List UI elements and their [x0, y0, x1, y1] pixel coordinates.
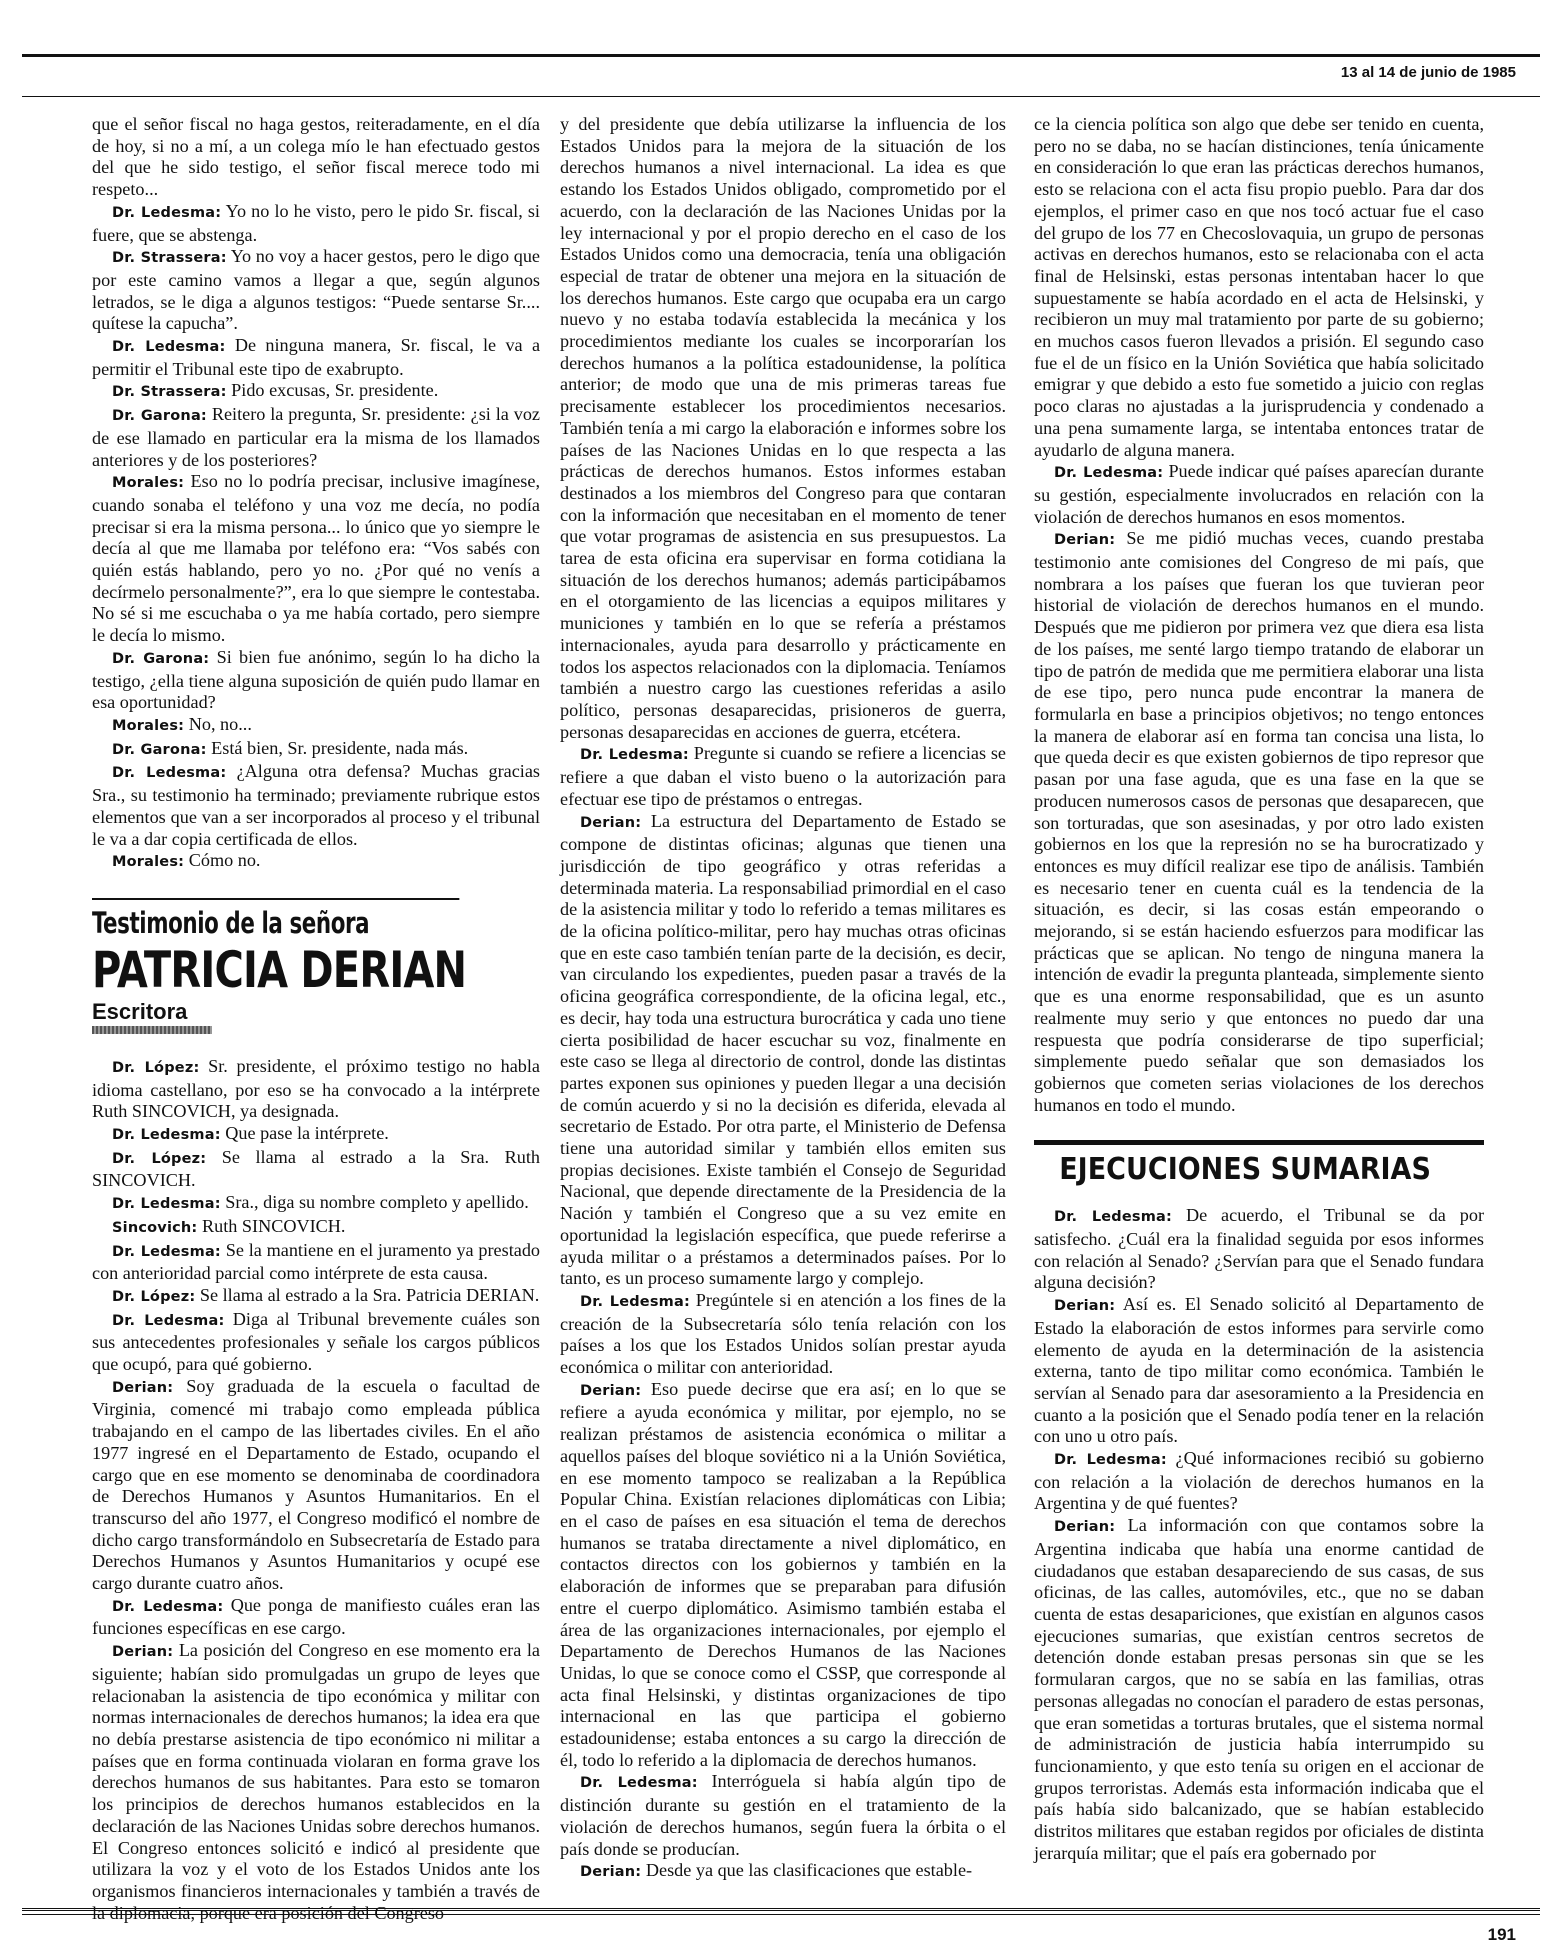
paragraph: Derian: Desde ya que las clasificaciones que estable- — [580, 1860, 973, 1881]
paragraph: Morales: Cómo no. — [112, 850, 261, 871]
paragraph: Derian: La estructura del Departamento de Estado se compone de distintas oficinas; algunas que tienen una jurisdicción de tipo geográfico y otras referidas a determinada materia. La responsabiliad primordial en el caso de la asistencia militar y todo lo referido a temas militares es de la oficina político-militar, pero hay muchas otras oficinas que en este caso también tenían parte de la decisión, es decir, van circulando los expedientes, pueden pasar a través de la oficina geográfica correspondiente, de la oficina legal, etc., es decir, hay toda una estructura burocrática y cada uno tiene cierta posibilidad de hacer escuchar su voz, finalmente en este caso se llega al directorio de control, donde las distintas partes exponen sus opiniones y pueden llegar a una decisión de común acuerdo y si no la decisión es diferida, elevada al secretario de Estado. Por otra parte, el Ministerio de Defensa tiene una autoridad similar y también ellos emiten sus propias decisiones. Existe también el Consejo de Seguridad Nacional, que depende directamente de la Presidencia de la Nación y también el Congreso que a su vez emite en oportunidad la legislación específica, que puede referirse a ayuda militar o a préstamos a determinados países. Por lo tanto, es un proceso sumamente largo y complejo. — [560, 810, 1006, 1289]
paragraph: Dr. Garona: Si bien fue anónimo, según lo ha dicho la testigo, ¿ella tiene alguna suposición de quién pudo llamar en esa oportunidad? — [92, 646, 540, 713]
speaker: Sincovich: — [112, 1219, 198, 1236]
speaker: Dr. López: — [112, 1150, 207, 1167]
speaker: Dr. Ledesma: — [112, 1312, 225, 1329]
paragraph: Dr. Strassera: Pido excusas, Sr. presidente. — [112, 380, 439, 401]
paragraph: Dr. Ledesma: Que pase la intérprete. — [112, 1123, 389, 1144]
paragraph: Sincovich: Ruth SINCOVICH. — [112, 1215, 346, 1236]
speaker: Morales: — [112, 854, 185, 871]
speaker: Dr. Ledesma: — [1054, 465, 1164, 482]
speaker: Dr. Ledesma: — [112, 339, 226, 356]
paragraph: Dr. Ledesma: Sra., diga su nombre completo y apellido. — [112, 1192, 529, 1213]
paragraph: Dr. López: Se llama al estrado a la Sra. Patricia DERIAN. — [112, 1284, 540, 1305]
top-rule — [22, 54, 1540, 57]
column-3 — [1034, 114, 1484, 1864]
paragraph: Dr. Ledesma: ¿Qué informaciones recibió su gobierno con relación a la violación de derechos humanos en la Argentina y de qué fuentes? — [1034, 1448, 1484, 1514]
bottom-rule — [22, 1908, 1540, 1911]
speaker: Morales: — [112, 717, 185, 734]
speaker: Dr. Ledesma: — [112, 204, 222, 221]
witness-occupation: Escritora — [92, 998, 188, 1024]
section-heading-box — [1034, 1140, 1484, 1187]
speaker: Dr. Strassera: — [112, 250, 227, 267]
paragraph: Dr. Garona: Está bien, Sr. presidente, nada más. — [112, 737, 469, 758]
heading-underline-bar — [92, 1026, 212, 1034]
paragraph: Derian: Se me pidió muchas veces, cuando prestaba testimonio ante comisiones del Congreso de mi país, que nombrara a los países que fueran los que tuvieran peor historial de violación de derechos humanos en el mundo. Después que me pidieron por primera vez que diera esa lista de los países, me senté largo tiempo tratando de elaborar un tipo de patrón de medida que me permitiera elaborar una lista de ese tipo, pero nunca pude encontrar la manera de formularla en base a principios objetivos; no tengo entonces la manera de elaborar así en forma tan concisa una lista, lo que queda decir es que existen gobiernos de tipo represor que pasan por una fase aguda, que es una fase en la que se producen numerosos casos de personas que desaparecen, que son torturadas, que son asesinadas, y por otro lado existen gobiernos en los que la represión no se ha burocratizado y entonces es muy difícil realizar ese tipo de análisis. También es necesario tener en cuenta cuál es la tendencia de la situación, es decir, si las cosas están empeorando o mejorando, si se están haciendo esfuerzos para modificar las prácticas que se aplican. No tengo de ninguna manera la intención de evadir la pregunta planteada, simplemente siento que es una enorme responsabilidad, que es un asunto realmente muy serio y que entonces no puedo dar una respuesta que podría considerarse de tipo superficial; simplemente puedo señalar que son demasiados los gobiernos que cometen serias violaciones de los derechos humanos en todo el mundo. — [1034, 528, 1484, 1115]
speaker: Derian: — [1054, 1298, 1116, 1315]
page-number: 191 — [1487, 1925, 1516, 1944]
paragraph: que el señor fiscal no haga gestos, reiteradamente, en el día de hoy, si no a mí, a un colega mío le han efectuado gestos del que he sido testigo, el señor fiscal merece todo mi respeto... — [92, 114, 540, 200]
paragraph: Dr. Garona: Reitero la pregunta, Sr. presidente: ¿si la voz de ese llamado en particular era la misma de los llamados anteriores y de los posteriores? — [92, 404, 540, 470]
paragraph: Derian: Soy graduada de la escuela o facultad de Virginia, comencé mi trabajo como empleada pública trabajando en el campo de las libertades civiles. En el año 1977 ingresé en el Departamento de Estado, ocupando el cargo que en ese momento se denominaba de coordinadora de Derechos Humanos y Asuntos Humanitarios. En el transcurso del año 1977, el Congreso modificó el nombre de dicho cargo transformándolo en Subsecretaría de Estado para Derechos Humanos y Asuntos Humanitarios y ocupé ese cargo durante cuatro años. — [92, 1375, 540, 1594]
speaker: Dr. López: — [112, 1288, 196, 1305]
paragraph: Dr. Ledesma: Que ponga de manifiesto cuáles eran las funciones específicas en ese cargo. — [92, 1594, 540, 1639]
speaker: Morales: — [112, 475, 185, 492]
paragraph: Dr. López: Sr. presidente, el próximo testigo no habla idioma castellano, por eso se ha convocado a la intérprete Ruth SINCOVICH, ya designada. — [92, 1055, 540, 1122]
paragraph: Morales: No, no... — [112, 713, 252, 734]
speaker: Dr. Ledesma: — [580, 747, 689, 764]
speaker: Derian: — [1054, 532, 1116, 549]
witness-name-heading: PATRICIA DERIAN — [92, 940, 467, 999]
speaker: Dr. Ledesma: — [580, 1775, 698, 1792]
speaker: Dr. Ledesma: — [580, 1293, 690, 1310]
paragraph: Dr. Ledesma: De ninguna manera, Sr. fiscal, le va a permitir el Tribunal este tipo de exabrupto. — [92, 335, 541, 379]
paragraph: Derian: La información con que contamos sobre la Argentina indicaba que había una enorme cantidad de ciudadanos que estaban desapareciendo de sus casas, de sus oficinas, de las calles, automóviles, etc., que no se daban cuenta de estas desapariciones, que existían en algunos casos ejecuciones sumarias, que existían centros secretos de detención donde estaban presas personas sin que se les formularan cargos, que no se sabía en las familias, otras personas allegadas no conocían el paradero de estas personas, que eran sometidas a torturas brutales, que el sistema normal de administración de justicia había interrumpido su funcionamiento, y que esto tenía su origen en el accionar de grupos terroristas. Además esta información indicaba que el país había sido balcanizado, que se habían establecido distritos militares que estaban regidos por oficiales de distinta jerarquía militar; que el país era gobernado por — [1034, 1515, 1484, 1863]
paragraph: Dr. Ledesma: Interróguela si había algún tipo de distinción durante su gestión en el tratamiento de la violación de derechos humanos, según fuera la órbita o el país donde se producían. — [560, 1771, 1006, 1859]
speaker: Derian: — [1054, 1519, 1116, 1536]
speaker: Dr. Ledesma: — [1054, 1209, 1173, 1226]
paragraph: y del presidente que debía utilizarse la influencia de los Estados Unidos para la mejora de la situación de los derechos humanos a nivel internacional. La idea es que estando los Estados Unidos obligado, comprometido por el acuerdo, con la declaración de las Naciones Unidas por la ley internacional y por el propio derecho en el caso de los Estados Unidos como una democracia, tenía una obligación especial de tratar de obtener una mejora en la situación de los derechos humanos. Este cargo que ocupaba era un cargo nuevo y no estaba todavía establecida la mecánica y los procedimientos mediante los cuales se incorporarían los derechos humanos a la política estadounidense, la política anterior; de modo que una de mis primeras tareas fue precisamente establecer los procedimientos necesarios. También tenía a mi cargo la elaboración e informes sobre los países de las Naciones Unidas en lo que respecta a las prácticas de derechos humanos. Estos informes estaban destinados a los miembros del Congreso para que contaran con la información que necesitaban en el momento de tener que votar programas de asistencia en sus presupuestos. La tarea de esta oficina era supervisar en forma cotidiana la situación de los derechos humanos; además participábamos en el otorgamiento de las licencias a equipos militares y municiones y también en lo que se refería a préstamos internacionales, ayuda para desarrollo y prácticamente en todos los aspectos relacionados con la diplomacia. Teníamos también a nuestro cargo las cuestiones referidas a asilo político, personas desaparecidas, prisioneros de guerra, personas desaparecidas en acciones de guerra, etcétera. — [560, 114, 1006, 742]
speaker: Dr. Ledesma: — [112, 765, 227, 782]
header-rule — [22, 96, 1540, 97]
paragraph: Dr. Ledesma: ¿Alguna otra defensa? Muchas gracias Sra., su testimonio ha terminado; previamente rubrique estos elementos que van a ser incorporados al proceso y el tribunal le va a dar copia certificada de ellos. — [92, 761, 540, 849]
testimony-heading: Testimonio de la señora — [92, 898, 459, 940]
bottom-rule-thin — [22, 1914, 1540, 1915]
speaker: Dr. Ledesma: — [1054, 1452, 1167, 1469]
section-title: EJECUCIONES SUMARIAS — [1059, 1152, 1431, 1188]
speaker: Dr. Garona: — [112, 408, 207, 425]
paragraph: Dr. Ledesma: De acuerdo, el Tribunal se da por satisfecho. ¿Cuál era la finalidad seguida por esos informes con relación al Senado? ¿Servían para que el Senado fundara alguna decisión? — [1034, 1205, 1485, 1293]
paragraph: Dr. Ledesma: Yo no lo he visto, pero le pido Sr. fiscal, si fuere, que se abstenga. — [92, 200, 540, 245]
paragraph: Dr. Ledesma: Pregunte si cuando se refiere a licencias se refiere a que daban el visto bueno o la autorización para efectuar ese tipo de préstamos o entregas. — [560, 743, 1006, 809]
paragraph: Dr. Ledesma: Pregúntele si en atención a los fines de la creación de la Subsecretaría sólo tenía relación con los países a los que los Estados Unidos solían prestar ayuda económica o militar con anterioridad. — [560, 1289, 1007, 1378]
speaker: Derian: — [580, 814, 642, 831]
speaker: Dr. Ledesma: — [112, 1598, 224, 1615]
speaker: Dr. Garona: — [112, 650, 210, 667]
paragraph: Derian: Eso puede decirse que era así; en lo que se refiere a ayuda económica y militar, por ejemplo, no se realizan préstamos de asistencia económica o militar a aquellos países del bloque soviético ni a la Unión Soviética, en ese momento tampoco se realizaban a la República Popular China. Existían relaciones diplomáticas con Libia; en el caso de países en esa situación el tema de derechos humanos se trataba directamente a nivel diplomático, en contactos directos con los gobiernos y también en la elaboración de informes que se preparaban para difusión entre el cuerpo diplomático. Asimismo también estaba el área de las organizaciones internacionales, por ejemplo el Departamento de Derechos Humanos de las Naciones Unidas, lo que se conoce como el CSSP, que corresponde al acta final Helsinski, y distintas organizaciones de tipo internacional en las que participa el gobierno estadounidense; estaba entonces a su cargo la dirección de él, todo lo referido a la diplomacia de derechos humanos. — [560, 1378, 1006, 1770]
speaker: Derian: — [580, 1864, 642, 1881]
column-2 — [560, 114, 1006, 1884]
paragraph: ce la ciencia política son algo que debe ser tenido en cuenta, pero no se daba, no se hacían distinciones, tenía únicamente en consideración lo que eran las prácticas derechos humanos, esto se relaciona con el acta fisu propio pueblo. Para dar dos ejemplos, el primer caso en que nos tocó actuar fue el caso del grupo de los 77 en Checoslovaquia, un grupo de personas activas en derechos humanos, esto se relacionaba con el acta final de Helsinski, estas personas intentaban hacer lo que supuestamente se había acordado en el acta de Helsinski, y recibieron un muy mal tratamiento por parte de su gobierno; en muchos casos fueron llevados a prisión. El segundo caso fue el de un físico en la Unión Soviética que había solicitado emigrar y que debido a esto fue sometido a juicio con reglas poco claras no ajustadas a la jurisprudencia y condenado a una pena sumamente larga, se intentaba entonces tratar de ayudarlo de alguna manera. — [1034, 114, 1484, 460]
paragraph: Dr. Ledesma: Puede indicar qué países aparecían durante su gestión, especialmente involucrados en relación con la violación de derechos humanos en esos momentos. — [1034, 461, 1484, 527]
paragraph: Dr. López: Se llama al estrado a la Sra. Ruth SINCOVICH. — [92, 1146, 540, 1191]
speaker: Dr. Strassera: — [112, 384, 227, 401]
paragraph: Derian: La posición del Congreso en ese momento era la siguiente; habían sido promulgadas un grupo de leyes que relacionaban la asistencia de tipo económica y militar con normas internacionales de derechos humanos; la idea era que no debía prestarse asistencia de tipo económico ni militar a países que en forma continuada violaran en forma grave los derechos humanos de sus habitantes. Para esto se tomaron los principios de derechos humanos establecidos en la declaración de las Naciones Unidas sobre derechos humanos. El Congreso entonces solicitó e indicó al presidente que utilizara la voz y el voto de los Estados Unidos ante los organismos financieros internacionales y también a través de la diplomacia, porque era posición del Congreso — [92, 1640, 540, 1923]
speaker: Dr. López: — [112, 1059, 200, 1076]
speaker: Dr. Ledesma: — [112, 1196, 221, 1213]
paragraph: Dr. Ledesma: Diga al Tribunal brevemente cuáles son sus antecedentes profesionales y señale los cargos públicos que ocupó, para qué gobierno. — [92, 1308, 540, 1375]
issue-date: 13 al 14 de junio de 1985 — [1340, 64, 1516, 81]
column-1 — [92, 114, 540, 1924]
speaker: Dr. Ledesma: — [112, 1243, 221, 1260]
speaker: Derian: — [580, 1382, 642, 1399]
speaker: Derian: — [112, 1644, 174, 1661]
speaker: Dr. Garona: — [112, 741, 207, 758]
paragraph: Morales: Eso no lo podría precisar, inclusive imagínese, cuando sonaba el teléfono y una voz me decía, no podía precisar si era la misma persona... lo único que yo siempre le decía al que me llamaba por teléfono era: “Vos sabés con quién estás hablando, pero yo no. ¿Por qué no venís a decírmelo personalmente?”, era lo que siempre le contestaba. No sé si me escuchaba o ya me había cortado, pero siempre le decía lo mismo. — [92, 471, 540, 646]
speaker: Derian: — [112, 1379, 174, 1396]
paragraph: Dr. Strassera: Yo no voy a hacer gestos, pero le digo que por este camino vamos a llegar a que, según algunos letrados, se le diga a algunos testigos: “Puede sentarse Sr.... quítese la capucha”. — [92, 246, 540, 334]
paragraph: Derian: Así es. El Senado solicitó al Departamento de Estado la elaboración de estos informes para servirle como elemento de ayuda en la determinación de la asistencia externa, tanto de tipo militar como económica. También le servían al Senado para dar asesoramiento a la Presidencia en cuanto a la posición que el Senado podía tener en la relación con uno u otro país. — [1034, 1294, 1484, 1447]
speaker: Dr. Ledesma: — [112, 1127, 221, 1144]
paragraph: Dr. Ledesma: Se la mantiene en el juramento ya prestado con anterioridad parcial como intérprete de esta causa. — [92, 1239, 541, 1284]
